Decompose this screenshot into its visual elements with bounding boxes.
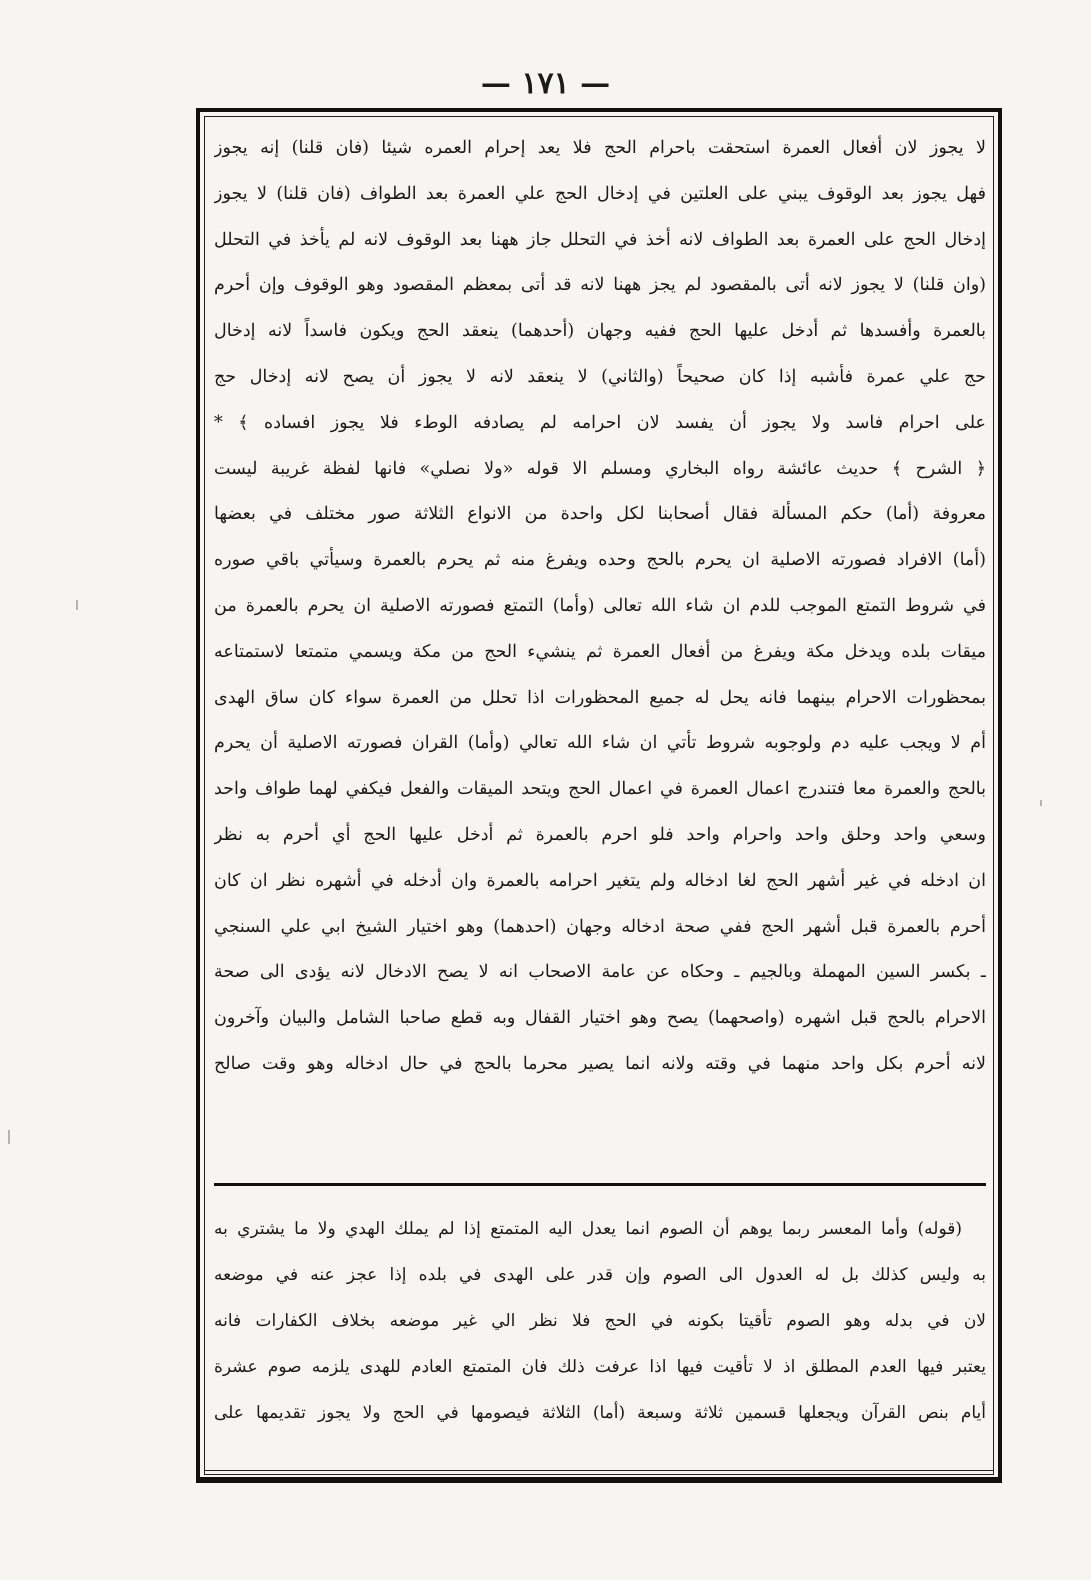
footnote-line: لان في بدله وهو الصوم تأقيتا بكونه في الحج فلا نظر الي غير موضعه بخلاف الكفارات فانه bbox=[214, 1311, 986, 1331]
footnote-block bbox=[214, 1206, 986, 1436]
main-text-line: فهل يجوز بعد الوقوف يبني على العلتين في إدخال الحج علي العمرة بعد الطواف (فان قلنا) لا يجوز bbox=[214, 183, 986, 204]
main-text-line: ﴿ الشرح ﴾ حديث عائشة رواه البخاري ومسلم الا قوله «ولا نصلي» فانها لفظة غريبة ليست bbox=[214, 458, 986, 479]
main-text-line: على احرام فاسد ولا يجوز أن يفسد لان احرامه لم يصادفه الوطء فلا يجوز افساده ﴾ * bbox=[214, 412, 986, 433]
footnote-line: أيام بنص القرآن ويجعلها قسمين ثلاثة وسبعة (أما) الثلاثة فيصومها في الحج ولا يجوز تقديمها على bbox=[214, 1403, 986, 1423]
main-text-line: بالحج والعمرة معا فتندرج اعمال العمرة في اعمال الحج ويتحد الميقات والفعل فيكفي لهما طواف واحد bbox=[214, 779, 986, 800]
main-text-line: بالعمرة وأفسدها ثم أدخل عليها الحج ففيه وجهان (أحدهما) ينعقد الحج ويكون فاسداً لانه إدخال bbox=[214, 321, 986, 342]
page-number: — ١٧١ — bbox=[480, 66, 611, 101]
scan-speck bbox=[1040, 800, 1042, 806]
main-text-line: معروفة (أما) حكم المسألة فقال أصحابنا لكل واحدة من الانواع الثلاثة صور مختلف في بعضها bbox=[214, 504, 986, 525]
bottom-rule-thick bbox=[196, 1477, 1002, 1481]
main-text-line: بمحظورات الاحرام بينهما فانه يحل له جميع المحظورات اذا تحلل من العمرة سواء كان ساق الهدى bbox=[214, 687, 986, 708]
main-text-block bbox=[214, 126, 986, 1186]
footnote-divider bbox=[214, 1183, 986, 1186]
main-text-line: (أما) الافراد فصورته الاصلية ان يحرم بالحج وحده ويفرغ منه ثم يحرم بالعمرة وسيأتي باقي صوره bbox=[214, 550, 986, 571]
main-text-line: ـ بكسر السين المهملة وبالجيم ـ وحكاه عن عامة الاصحاب انه لا يصح الادخال لانه يؤدى الى صحة bbox=[214, 962, 986, 983]
main-text-line: الاحرام بالحج قبل اشهره (واصحهما) يصح وهو اختيار القفال وبه قطع صاحبا الشامل والبيان وآخرون bbox=[214, 1008, 986, 1029]
main-text-line: إدخال الحج على العمرة بعد الطواف لانه أخذ في التحلل جاز ههنا بعد الوقوف لانه لم يأخذ في التحلل bbox=[214, 229, 986, 250]
scan-speck bbox=[76, 600, 78, 610]
main-text-line: حج علي عمرة فأشبه إذا كان صحيحاً (والثاني) لا ينعقد لانه لا يجوز أن يصح لانه إدخال حج bbox=[214, 366, 986, 387]
main-text-line: (وان قلنا) لا يجوز لانه أتى بالمقصود لم يجز ههنا لانه قد أتى بمعظم المقصود وهو الوقوف وإن أحرم bbox=[214, 275, 986, 296]
main-text-line: أحرم بالعمرة قبل أشهر الحج ففي صحة ادخاله وجهان (احدهما) وهو اختيار الشيخ ابي علي السنجي bbox=[214, 916, 986, 937]
main-text-line: لانه أحرم بكل واحد منهما في وقته ولانه انما يصير محرما بالحج في حال ادخاله وهو وقت صالح bbox=[214, 1053, 986, 1074]
main-text-line: ميقات بلده ويدخل مكة ويفرغ من أفعال العمرة ثم ينشيء الحج من مكة ويسمي متمتعا لاستمتاعه bbox=[214, 641, 986, 662]
footnote-line: يعتبر فيها العدم المطلق اذ لا تأقيت فيها اذا عرفت ذلك فان المتمتع العادم للهدى يلزمه صوم عشرة bbox=[214, 1357, 986, 1377]
main-text-line: ان ادخله في غير أشهر الحج لغا ادخاله ولم يتغير احرامه بالعمرة وان أدخله في أشهره نظر ان كان bbox=[214, 870, 986, 891]
footnote-line: (قوله) وأما المعسر ربما يوهم أن الصوم انما يعدل اليه المتمتع إذا لم يملك الهدي ولا ما يشتري به bbox=[214, 1219, 962, 1239]
main-text-line: وسعي واحد وحلق واحد واحرام واحد فلو احرم بالعمرة ثم أدخل عليها الحج أي أحرم به نظر bbox=[214, 824, 986, 845]
main-text-line: لا يجوز لان أفعال العمرة استحقت باحرام الحج فلا يعد إحرام العمره شيئا (فان قلنا) إنه يجوز bbox=[214, 138, 986, 158]
bottom-rule-thin bbox=[204, 1470, 994, 1471]
main-text-line: أم لا ويجب عليه دم ولوجوبه شروط تأتي ان شاء الله تعالي (وأما) القران فصورته الاصلية أن يحرم bbox=[214, 733, 986, 754]
scan-speck bbox=[8, 1130, 10, 1144]
footnote-line: به وليس كذلك بل له العدول الى الصوم وإن قدر على الهدى في بلده إذا عجز عنه في موضعه bbox=[214, 1265, 986, 1285]
main-text-line: في شروط التمتع الموجب للدم ان شاء الله تعالى (وأما) التمتع فصورته الاصلية ان يحرم بالعمرة من bbox=[214, 595, 986, 616]
